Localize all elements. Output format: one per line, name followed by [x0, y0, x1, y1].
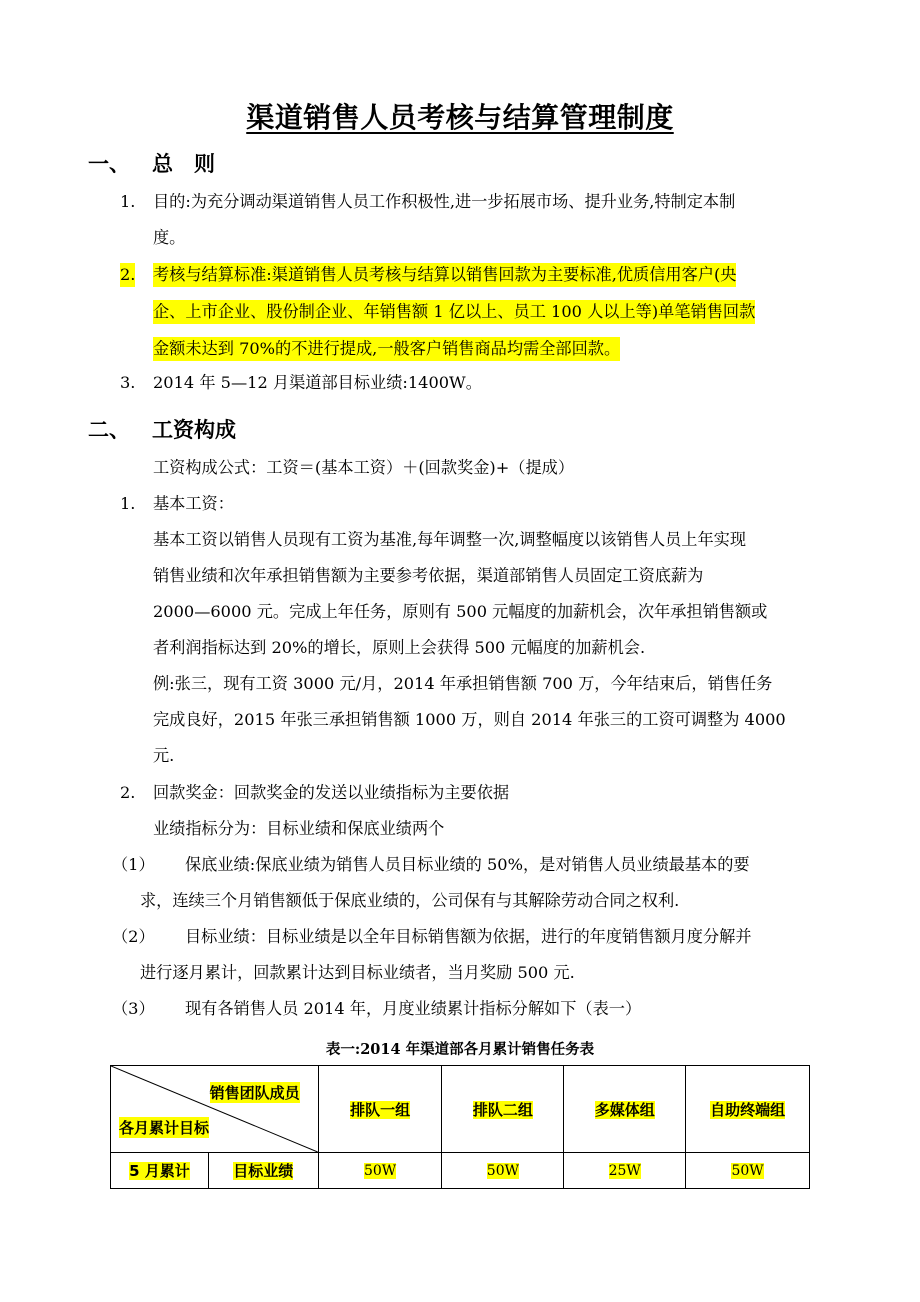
- paragraph-line: 基本工资：: [153, 494, 234, 513]
- paragraph-line: 2000—6000 元。完成上年任务，原则有 500 元幅度的加薪机会，次年承担销售额或: [153, 602, 768, 621]
- sales-task-table: [110, 1065, 810, 1189]
- paragraph-line: 现有各销售人员 2014 年，月度业绩累计指标分解如下（表一）: [185, 999, 642, 1018]
- section-title: 总 则: [152, 152, 215, 176]
- paragraph-line: 业绩指标分为：目标业绩和保底业绩两个: [153, 819, 445, 838]
- highlighted-line: 金额未达到 70%的不进行提成,一般客户销售商品均需全部回款。: [153, 337, 620, 361]
- column-header: 排队二组: [442, 1066, 564, 1153]
- paragraph-line: 完成良好，2015 年张三承担销售额 1000 万，则自 2014 年张三的工资可调整为 4000: [153, 710, 786, 729]
- table-value-cell: 50W: [442, 1153, 564, 1189]
- table-corner-cell: [111, 1066, 319, 1153]
- list-number: （3）: [112, 999, 155, 1018]
- paragraph-line: 求，连续三个月销售额低于保底业绩的，公司保有与其解除劳动合同之权利.: [140, 891, 680, 910]
- section-heading-2: [88, 414, 236, 444]
- paragraph-line: 元.: [153, 746, 175, 765]
- table-value-cell: 50W: [318, 1153, 442, 1189]
- section-number: 一、: [88, 152, 130, 176]
- paragraph-line: 回款奖金：回款奖金的发送以业绩指标为主要依据: [153, 783, 510, 802]
- paragraph-line: 者利润指标达到 20%的增长，原则上会获得 500 元幅度的加薪机会.: [153, 638, 646, 657]
- corner-label-top: 销售团队成员: [209, 1084, 300, 1102]
- paragraph-line: 销售业绩和次年承担销售额为主要参考依据，渠道部销售人员固定工资底薪为: [153, 566, 704, 585]
- section-heading-1: [88, 148, 215, 178]
- highlighted-line: 企、上市企业、股份制企业、年销售额 1 亿以上、员工 100 人以上等)单笔销售回款: [153, 300, 755, 324]
- diagonal-divider: [111, 1066, 318, 1152]
- list-number: 1.: [120, 192, 136, 211]
- column-header: 排队一组: [318, 1066, 442, 1153]
- paragraph-line: 度。: [153, 228, 186, 247]
- list-number: 1.: [120, 494, 136, 513]
- list-number: 3.: [120, 373, 136, 392]
- paragraph-line: 保底业绩:保底业绩为销售人员目标业绩的 50%，是对销售人员业绩最基本的要: [185, 855, 750, 874]
- list-number: （1）: [112, 855, 155, 874]
- paragraph-line: 目的:为充分调动渠道销售人员工作积极性,进一步拓展市场、提升业务,特制定本制: [153, 192, 736, 211]
- document-title: 渠道销售人员考核与结算管理制度: [246, 101, 674, 134]
- corner-label-bottom: 各月累计目标: [119, 1119, 210, 1137]
- table-header-row: [111, 1066, 810, 1153]
- paragraph-line: 2014 年 5—12 月渠道部目标业绩:1400W。: [153, 373, 482, 392]
- paragraph-line: 目标业绩：目标业绩是以全年目标销售额为依据，进行的年度销售额月度分解并: [185, 927, 752, 946]
- table-caption: 表一:2014 年渠道部各月累计销售任务表: [325, 1041, 595, 1058]
- section-number: 二、: [88, 418, 130, 442]
- list-number: 2.: [120, 783, 136, 802]
- column-header: 多媒体组: [564, 1066, 686, 1153]
- table-row: [111, 1153, 810, 1189]
- list-number: 2.: [120, 263, 135, 287]
- row-metric-cell: 目标业绩: [208, 1153, 318, 1189]
- list-number: （2）: [112, 927, 155, 946]
- paragraph-line: 例:张三，现有工资 3000 元/月，2014 年承担销售额 700 万，今年结束后，销售任务: [153, 674, 773, 693]
- section-title: 工资构成: [152, 418, 236, 442]
- formula-line: 工资构成公式：工资＝(基本工资）＋(回款奖金)+（提成）: [153, 458, 575, 477]
- paragraph-line: 基本工资以销售人员现有工资为基准,每年调整一次,调整幅度以该销售人员上年实现: [153, 530, 747, 549]
- paragraph-line: 进行逐月累计，回款累计达到目标业绩者，当月奖励 500 元.: [140, 963, 575, 982]
- table-value-cell: 50W: [686, 1153, 810, 1189]
- table-value-cell: 25W: [564, 1153, 686, 1189]
- highlighted-line: 考核与结算标准:渠道销售人员考核与结算以销售回款为主要标准,优质信用客户(央: [153, 263, 736, 287]
- row-period-cell: 5 月累计: [111, 1153, 209, 1189]
- column-header: 自助终端组: [686, 1066, 810, 1153]
